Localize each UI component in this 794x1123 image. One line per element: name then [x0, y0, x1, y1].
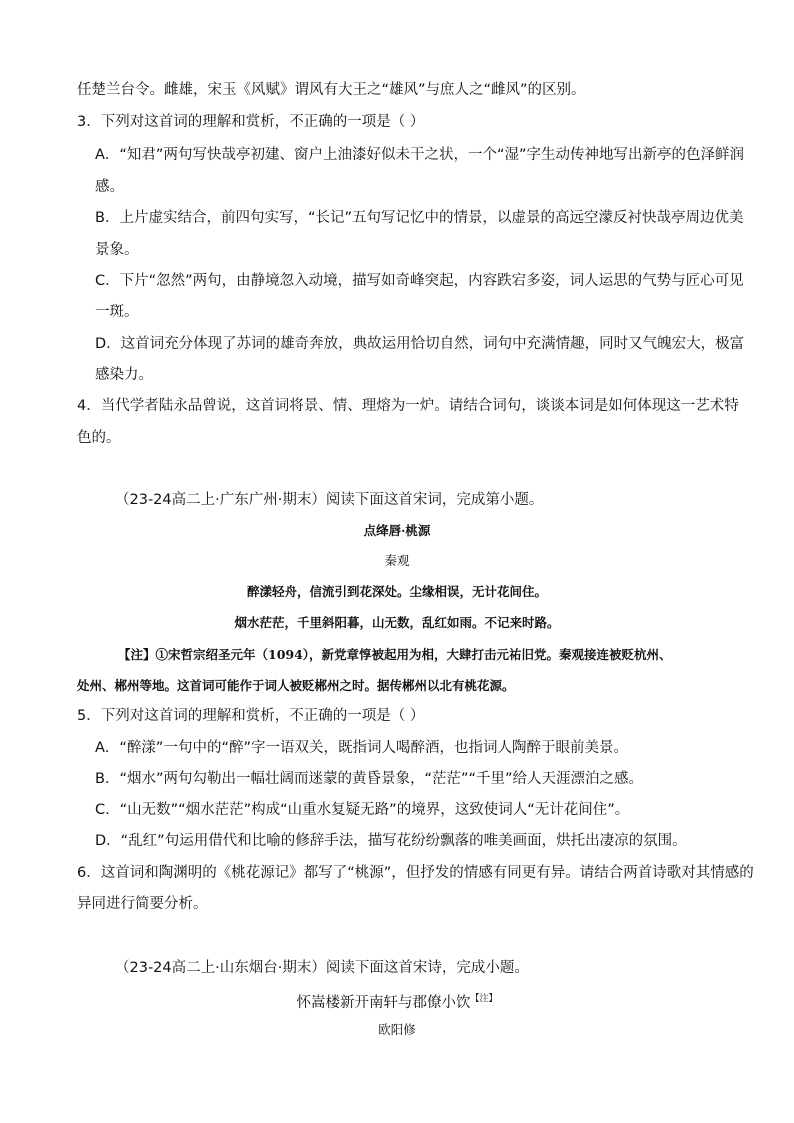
poem-3-title-row [0, 989, 794, 1013]
q3-option-b-cont: 景象。 [95, 242, 139, 258]
question-3: 3．下列对这首词的理解和赏析，不正确的一项是（ ） [77, 114, 425, 130]
question-5: 5．下列对这首词的理解和赏析，不正确的一项是（ ） [77, 708, 425, 724]
q5-option-a: A．“醉漾”一句中的“醉”字一语双关，既指词人喝醉酒，也指词人陶醉于眼前美景。 [95, 740, 628, 756]
q3-option-c: C．下片“忽然”两句，由静境忽入动境，描写如奇峰突起，内容跌宕多姿，词人运思的气势与匠心可见 [95, 273, 744, 289]
poem-3-title-note: 【注】 [470, 994, 498, 1004]
question-4-cont: 色的。 [77, 430, 121, 446]
poem-2-title: 点绛唇·桃源 [363, 523, 431, 538]
q3-option-a-cont: 感。 [95, 179, 124, 195]
poem-3-author: 欧阳修 [378, 1022, 416, 1037]
section-intro-3: （23-24高二上·山东烟台·期末）阅读下面这首宋诗，完成小题。 [115, 960, 529, 976]
q3-option-d: D．这首词充分体现了苏词的雄奇奔放，典故运用恰切自然，词句中充满情趣，同时又气魄宏大，极富 [95, 336, 745, 352]
q3-option-a: A．“知君”两句写快哉亭初建、窗户上油漆好似未干之状，一个“湿”字生动传神地写出新亭的色泽鲜润 [95, 147, 744, 163]
q3-option-b: B．上片虚实结合，前四句实写，“长记”五句写记忆中的情景，以虚景的高远空濛反衬快哉亭周边优美 [95, 210, 744, 226]
poem-2-line-1: 醉漾轻舟，信流引到花深处。尘缘相误，无计花间住。 [246, 584, 547, 599]
q5-option-c: C．“山无数”“烟水茫茫”构成“山重水复疑无路”的境界，这致使词人“无计花间住”。 [95, 802, 630, 818]
q5-option-d: D．“乱红”句运用借代和比喻的修辞手法，描写花纷纷飘落的唯美画面，烘托出凄凉的氛围。 [95, 833, 687, 849]
poem-2-line-2: 烟水茫茫，千里斜阳暮，山无数，乱红如雨。不记来时路。 [234, 615, 560, 630]
question-4: 4．当代学者陆永品曾说，这首词将景、情、理熔为一炉。请结合词句，谈谈本词是如何体现这一艺术特 [77, 398, 739, 414]
question-6-cont: 异同进行简要分析。 [77, 896, 208, 912]
q3-option-c-cont: 一斑。 [95, 304, 139, 320]
poem-2-note-cont: 处州、郴州等地。这首词可能作于词人被贬郴州之时。据传郴州以北有桃花源。 [77, 678, 515, 693]
question-6: 6．这首词和陶渊明的《桃花源记》都写了“桃源”，但抒发的情感有同更有异。请结合两首诗歌对其情感的 [77, 865, 754, 881]
poem-3-title: 怀嵩楼新开南轩与郡僚小饮 [296, 994, 471, 1011]
q3-option-d-cont: 感染力。 [95, 367, 153, 383]
poem-2-note: 【注】①宋哲宗绍圣元年（1094），新党章惇被起用为相，大肆打击元祐旧党。秦观接连被贬杭州、 [118, 647, 672, 662]
q5-option-b: B．“烟水”两句勾勒出一幅壮阔而迷蒙的黄昏景象，“茫茫”“千里”给人天涯漂泊之感。 [95, 771, 644, 787]
section-intro-2: （23-24高二上·广东广州·期末）阅读下面这首宋词，完成第小题。 [115, 492, 544, 508]
poem-2-author: 秦观 [384, 553, 410, 568]
note-continuation: 任楚兰台令。雌雄，宋玉《风赋》谓风有大王之“雄风”与庶人之“雌风”的区别。 [77, 82, 586, 98]
